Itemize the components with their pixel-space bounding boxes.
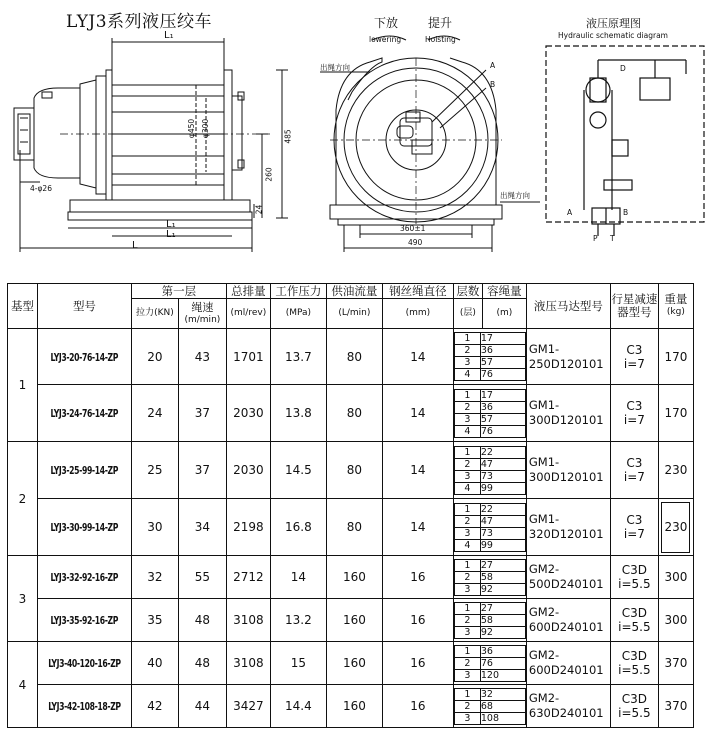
- reducer-line: C3D: [621, 606, 648, 620]
- pressure-cell: 13.8: [270, 385, 326, 442]
- rope-out-right: 出绳方向: [500, 191, 530, 200]
- displacement-cell: 3108: [226, 642, 270, 685]
- dim-holes: 4-φ26: [30, 184, 52, 193]
- rope-dia-cell: 16: [382, 599, 453, 642]
- col-layers-unit: (层): [453, 299, 482, 329]
- col-pressure-unit: (MPa): [270, 299, 326, 329]
- flow-cell: 160: [326, 642, 382, 685]
- speed-cell: 43: [178, 329, 226, 385]
- layer-capacity: 57: [480, 357, 525, 369]
- motor-cell: GM1-300D120101: [526, 385, 610, 442]
- layer-row: [454, 602, 525, 614]
- displacement-cell: 2198: [226, 499, 270, 556]
- layers-cell: [453, 329, 526, 385]
- layers-subtable: [454, 503, 526, 552]
- layers-cell: [453, 599, 526, 642]
- layer-row: [454, 669, 525, 681]
- rope-dia-cell: 14: [382, 385, 453, 442]
- motor-cell: GM1-300D120101: [526, 442, 610, 499]
- layer-capacity: 73: [480, 527, 525, 539]
- speed-cell: 44: [178, 685, 226, 728]
- layer-capacity: 108: [480, 712, 525, 724]
- flow-cell: 80: [326, 329, 382, 385]
- col-displacement-unit: (ml/rev): [226, 299, 270, 329]
- layers-cell: [453, 556, 526, 599]
- layers-cell: [453, 442, 526, 499]
- layer-row: [454, 571, 525, 583]
- layer-row: [454, 357, 525, 369]
- col-speed-label: 绳速: [191, 300, 214, 314]
- col-capacity-unit: (m): [482, 299, 526, 329]
- layers-cell: [453, 685, 526, 728]
- layers-subtable: [454, 645, 526, 682]
- reducer-cell: [610, 385, 658, 442]
- reducer-line: C3: [626, 342, 643, 357]
- displacement-cell: 2030: [226, 442, 270, 499]
- layer-row: [454, 700, 525, 712]
- reducer-line: i=7: [623, 470, 645, 484]
- model-name: LYJ3-35-92-16-ZP: [50, 614, 119, 627]
- displacement-cell: 2712: [226, 556, 270, 599]
- table-row: [8, 556, 694, 599]
- port-D: D: [620, 64, 626, 73]
- layer-row: [454, 645, 525, 657]
- reducer-cell: [610, 556, 658, 599]
- flow-cell: 80: [326, 499, 382, 556]
- layer-capacity: 99: [480, 539, 525, 551]
- table-row: [8, 685, 694, 728]
- layer-capacity: 36: [480, 645, 525, 657]
- layer-row: [454, 413, 525, 425]
- layer-number: 3: [454, 527, 480, 539]
- layer-capacity: 76: [480, 657, 525, 669]
- layer-capacity: 17: [480, 333, 525, 345]
- layer-row: [454, 458, 525, 470]
- base-type-cell: 2: [8, 442, 38, 556]
- col-pull-label: 拉力: [136, 308, 155, 318]
- flow-cell: 80: [326, 385, 382, 442]
- front-view: [14, 38, 288, 252]
- layer-row: [454, 446, 525, 458]
- layer-row: [454, 712, 525, 724]
- pressure-cell: 14.5: [270, 442, 326, 499]
- rope-dia-cell: 14: [382, 499, 453, 556]
- pressure-cell: 15: [270, 642, 326, 685]
- pressure-cell: 13.7: [270, 329, 326, 385]
- port-P: P: [593, 234, 598, 243]
- displacement-cell: 3427: [226, 685, 270, 728]
- side-view: [320, 36, 540, 252]
- motor-cell: GM1-320D120101: [526, 499, 610, 556]
- layers-cell: [453, 499, 526, 556]
- model-name: LYJ3-40-120-16-ZP: [48, 657, 121, 670]
- reducer-line: C3: [626, 456, 643, 470]
- dim-L: L: [132, 240, 138, 251]
- speed-cell: 37: [178, 385, 226, 442]
- table-row: [8, 329, 694, 385]
- layer-number: 2: [454, 458, 480, 470]
- weight-cell: 230: [658, 442, 693, 499]
- layer-number: 4: [454, 482, 480, 494]
- table-row: [8, 599, 694, 642]
- col-reducer: 行星减速器型号: [610, 284, 658, 329]
- reducer-line: C3D: [621, 649, 648, 663]
- col-speed: [178, 299, 226, 329]
- model-name: LYJ3-30-99-14-ZP: [50, 521, 119, 534]
- label-A: A: [490, 61, 496, 70]
- col-model: 型号: [38, 284, 132, 329]
- layer-row: [454, 333, 525, 345]
- layer-number: 1: [454, 333, 480, 345]
- reducer-cell: [610, 642, 658, 685]
- model-cell: [38, 599, 132, 642]
- weight-cell: 230: [658, 499, 693, 556]
- pull-cell: 30: [131, 499, 178, 556]
- speed-cell: 48: [178, 642, 226, 685]
- rope-out-left: 出绳方向: [320, 63, 350, 72]
- col-flow-unit: (L/min): [326, 299, 382, 329]
- layer-capacity: 68: [480, 700, 525, 712]
- reducer-line: i=5.5: [618, 706, 651, 720]
- col-flow: 供油流量: [326, 284, 382, 299]
- table-row: [8, 499, 694, 556]
- layer-number: 3: [454, 626, 480, 638]
- reducer-line: i=7: [623, 413, 645, 427]
- layer-row: [454, 614, 525, 626]
- layer-number: 2: [454, 614, 480, 626]
- model-cell: [38, 642, 132, 685]
- pull-cell: 20: [131, 329, 178, 385]
- lowering-en-label: lowering: [369, 35, 402, 44]
- model-cell: [38, 499, 132, 556]
- layer-number: 4: [454, 425, 480, 437]
- layer-number: 1: [454, 446, 480, 458]
- reducer-line: C3D: [621, 692, 648, 706]
- layer-number: 2: [454, 401, 480, 413]
- pull-cell: 35: [131, 599, 178, 642]
- col-weight-unit: (kg): [666, 307, 685, 317]
- model-cell: [38, 685, 132, 728]
- page-title: LYJ3系列液压绞车: [66, 12, 213, 32]
- layer-row: [454, 657, 525, 669]
- pull-cell: 42: [131, 685, 178, 728]
- layers-subtable: [454, 559, 526, 596]
- model-cell: [38, 442, 132, 499]
- layer-capacity: 36: [480, 401, 525, 413]
- pressure-cell: 13.2: [270, 599, 326, 642]
- layer-capacity: 27: [480, 559, 525, 571]
- layer-capacity: 120: [480, 669, 525, 681]
- layer-capacity: 27: [480, 602, 525, 614]
- layer-capacity: 92: [480, 583, 525, 595]
- reducer-line: C3: [626, 399, 643, 413]
- spec-table: [7, 283, 694, 728]
- reducer-line: i=7: [623, 356, 645, 371]
- base-type-cell: 4: [8, 642, 38, 728]
- reducer-cell: [610, 599, 658, 642]
- layer-number: 3: [454, 669, 480, 681]
- model-cell: [38, 329, 132, 385]
- layer-row: [454, 470, 525, 482]
- weight-cell: 370: [658, 642, 693, 685]
- layers-cell: [453, 642, 526, 685]
- flow-cell: 80: [326, 442, 382, 499]
- layer-row: [454, 626, 525, 638]
- layer-row: [454, 515, 525, 527]
- layer-number: 4: [454, 539, 480, 551]
- dim-260: 260: [264, 167, 274, 182]
- col-motor: 液压马达型号: [526, 284, 610, 329]
- layer-row: [454, 425, 525, 437]
- dim-24: 24: [254, 204, 264, 215]
- motor-cell: GM1-250D120101: [526, 329, 610, 385]
- layer-capacity: 58: [480, 614, 525, 626]
- pull-cell: 25: [131, 442, 178, 499]
- col-base: 基型: [8, 284, 38, 329]
- layer-number: 1: [454, 503, 480, 515]
- table-row: [8, 385, 694, 442]
- layer-row: [454, 389, 525, 401]
- layer-capacity: 32: [480, 688, 525, 700]
- layers-subtable: [454, 389, 526, 438]
- layer-capacity: 57: [480, 413, 525, 425]
- layer-capacity: 47: [480, 458, 525, 470]
- displacement-cell: 3108: [226, 599, 270, 642]
- col-rope-dia-unit: (mm): [382, 299, 453, 329]
- layer-capacity: 47: [480, 515, 525, 527]
- reducer-line: C3: [626, 513, 643, 527]
- model-name: LYJ3-24-76-14-ZP: [50, 407, 119, 420]
- reducer-line: i=5.5: [618, 577, 651, 591]
- port-B: B: [623, 208, 629, 217]
- layers-subtable: [454, 332, 526, 381]
- layer-capacity: 22: [480, 503, 525, 515]
- dim-d450: φ450: [187, 118, 197, 139]
- pressure-cell: 14: [270, 556, 326, 599]
- rope-dia-cell: 16: [382, 642, 453, 685]
- reducer-cell: [610, 499, 658, 556]
- motor-cell: GM2-600D240101: [526, 599, 610, 642]
- layers-subtable: [454, 602, 526, 639]
- hoisting-label: 提升: [428, 16, 453, 30]
- layer-number: 3: [454, 413, 480, 425]
- weight-cell: 370: [658, 685, 693, 728]
- col-displacement: 总排量: [226, 284, 270, 299]
- layer-capacity: 92: [480, 626, 525, 638]
- reducer-cell: [610, 329, 658, 385]
- pull-cell: 40: [131, 642, 178, 685]
- dim-485: 485: [283, 129, 293, 144]
- dim-L1-mid: L₁: [166, 219, 176, 230]
- col-pull: [131, 299, 178, 329]
- motor-cell: GM2-600D240101: [526, 642, 610, 685]
- col-rope-dia: 钢丝绳直径: [382, 284, 453, 299]
- layers-subtable: [454, 688, 526, 725]
- table-row: [8, 442, 694, 499]
- layer-number: 2: [454, 657, 480, 669]
- layer-number: 1: [454, 559, 480, 571]
- base-type-cell: 3: [8, 556, 38, 642]
- layer-capacity: 76: [480, 425, 525, 437]
- col-weight-label: 重量: [664, 292, 688, 306]
- layer-number: 3: [454, 470, 480, 482]
- layer-capacity: 36: [480, 345, 525, 357]
- technical-drawings: [0, 0, 716, 270]
- layer-number: 3: [454, 712, 480, 724]
- layer-number: 2: [454, 700, 480, 712]
- dim-L1-top: L₁: [164, 30, 174, 41]
- rope-dia-cell: 16: [382, 556, 453, 599]
- col-layers: 层数: [453, 284, 482, 299]
- dim-360: 360±1: [400, 224, 426, 233]
- layers-cell: [453, 385, 526, 442]
- layer-capacity: 99: [480, 482, 525, 494]
- layer-capacity: 22: [480, 446, 525, 458]
- layer-capacity: 58: [480, 571, 525, 583]
- speed-cell: 37: [178, 442, 226, 499]
- col-weight: [658, 284, 693, 329]
- dim-490: 490: [408, 238, 423, 247]
- layer-number: 3: [454, 583, 480, 595]
- port-A: A: [567, 208, 573, 217]
- pull-cell: 32: [131, 556, 178, 599]
- col-capacity: 容绳量: [482, 284, 526, 299]
- layer-number: 1: [454, 688, 480, 700]
- layer-row: [454, 559, 525, 571]
- hydraulic-title-en: Hydraulic schematic diagram: [558, 31, 668, 40]
- base-type-cell: 1: [8, 329, 38, 442]
- rope-dia-cell: 14: [382, 329, 453, 385]
- speed-cell: 48: [178, 599, 226, 642]
- model-name: LYJ3-20-76-14-ZP: [50, 350, 119, 364]
- model-cell: [38, 556, 132, 599]
- layer-number: 2: [454, 515, 480, 527]
- model-name: LYJ3-25-99-14-ZP: [50, 464, 119, 477]
- flow-cell: 160: [326, 599, 382, 642]
- weight-cell: 300: [658, 599, 693, 642]
- reducer-cell: [610, 685, 658, 728]
- spec-table-body: [8, 329, 694, 728]
- motor-cell: GM2-630D240101: [526, 685, 610, 728]
- layer-number: 2: [454, 571, 480, 583]
- layers-subtable: [454, 446, 526, 495]
- speed-cell: 55: [178, 556, 226, 599]
- hydraulic-title: 液压原理图: [586, 17, 641, 30]
- pressure-cell: 14.4: [270, 685, 326, 728]
- reducer-line: i=5.5: [618, 663, 651, 677]
- layer-row: [454, 539, 525, 551]
- pull-cell: 24: [131, 385, 178, 442]
- table-row: [8, 642, 694, 685]
- flow-cell: 160: [326, 556, 382, 599]
- speed-cell: 34: [178, 499, 226, 556]
- pressure-cell: 16.8: [270, 499, 326, 556]
- layer-capacity: 76: [480, 369, 525, 381]
- flow-cell: 160: [326, 685, 382, 728]
- layer-number: 1: [454, 645, 480, 657]
- layer-capacity: 73: [480, 470, 525, 482]
- port-T: T: [610, 234, 615, 243]
- layer-capacity: 17: [480, 389, 525, 401]
- reducer-line: i=7: [623, 527, 645, 541]
- motor-cell: GM2-500D240101: [526, 556, 610, 599]
- hoisting-en-label: Hoisting: [425, 35, 456, 44]
- weight-cell: 170: [658, 385, 693, 442]
- layer-number: 1: [454, 389, 480, 401]
- model-name: LYJ3-32-92-16-ZP: [50, 571, 119, 584]
- reducer-line: i=5.5: [618, 620, 651, 634]
- layer-row: [454, 369, 525, 381]
- dim-L2: L₁: [166, 229, 176, 240]
- layer-row: [454, 583, 525, 595]
- layer-number: 3: [454, 357, 480, 369]
- weight-cell: 170: [658, 329, 693, 385]
- reducer-cell: [610, 442, 658, 499]
- layer-number: 2: [454, 345, 480, 357]
- displacement-cell: 1701: [226, 329, 270, 385]
- dim-d300: φ300: [201, 118, 211, 139]
- model-cell: [38, 385, 132, 442]
- layer-row: [454, 401, 525, 413]
- layer-row: [454, 503, 525, 515]
- col-pressure: 工作压力: [270, 284, 326, 299]
- lowering-label: 下放: [374, 16, 399, 30]
- reducer-line: C3D: [621, 563, 648, 577]
- model-name: LYJ3-42-108-18-ZP: [48, 700, 121, 713]
- displacement-cell: 2030: [226, 385, 270, 442]
- col-pull-unit: (KN): [154, 308, 174, 318]
- layer-row: [454, 482, 525, 494]
- layer-number: 4: [454, 369, 480, 381]
- layer-number: 1: [454, 602, 480, 614]
- col-speed-unit: (m/min): [184, 314, 221, 325]
- layer-row: [454, 527, 525, 539]
- rope-dia-cell: 16: [382, 685, 453, 728]
- layer-row: [454, 345, 525, 357]
- layer-row: [454, 688, 525, 700]
- label-B: B: [490, 80, 496, 89]
- col-first-layer: 第一层: [131, 284, 226, 299]
- rope-dia-cell: 14: [382, 442, 453, 499]
- weight-cell: 300: [658, 556, 693, 599]
